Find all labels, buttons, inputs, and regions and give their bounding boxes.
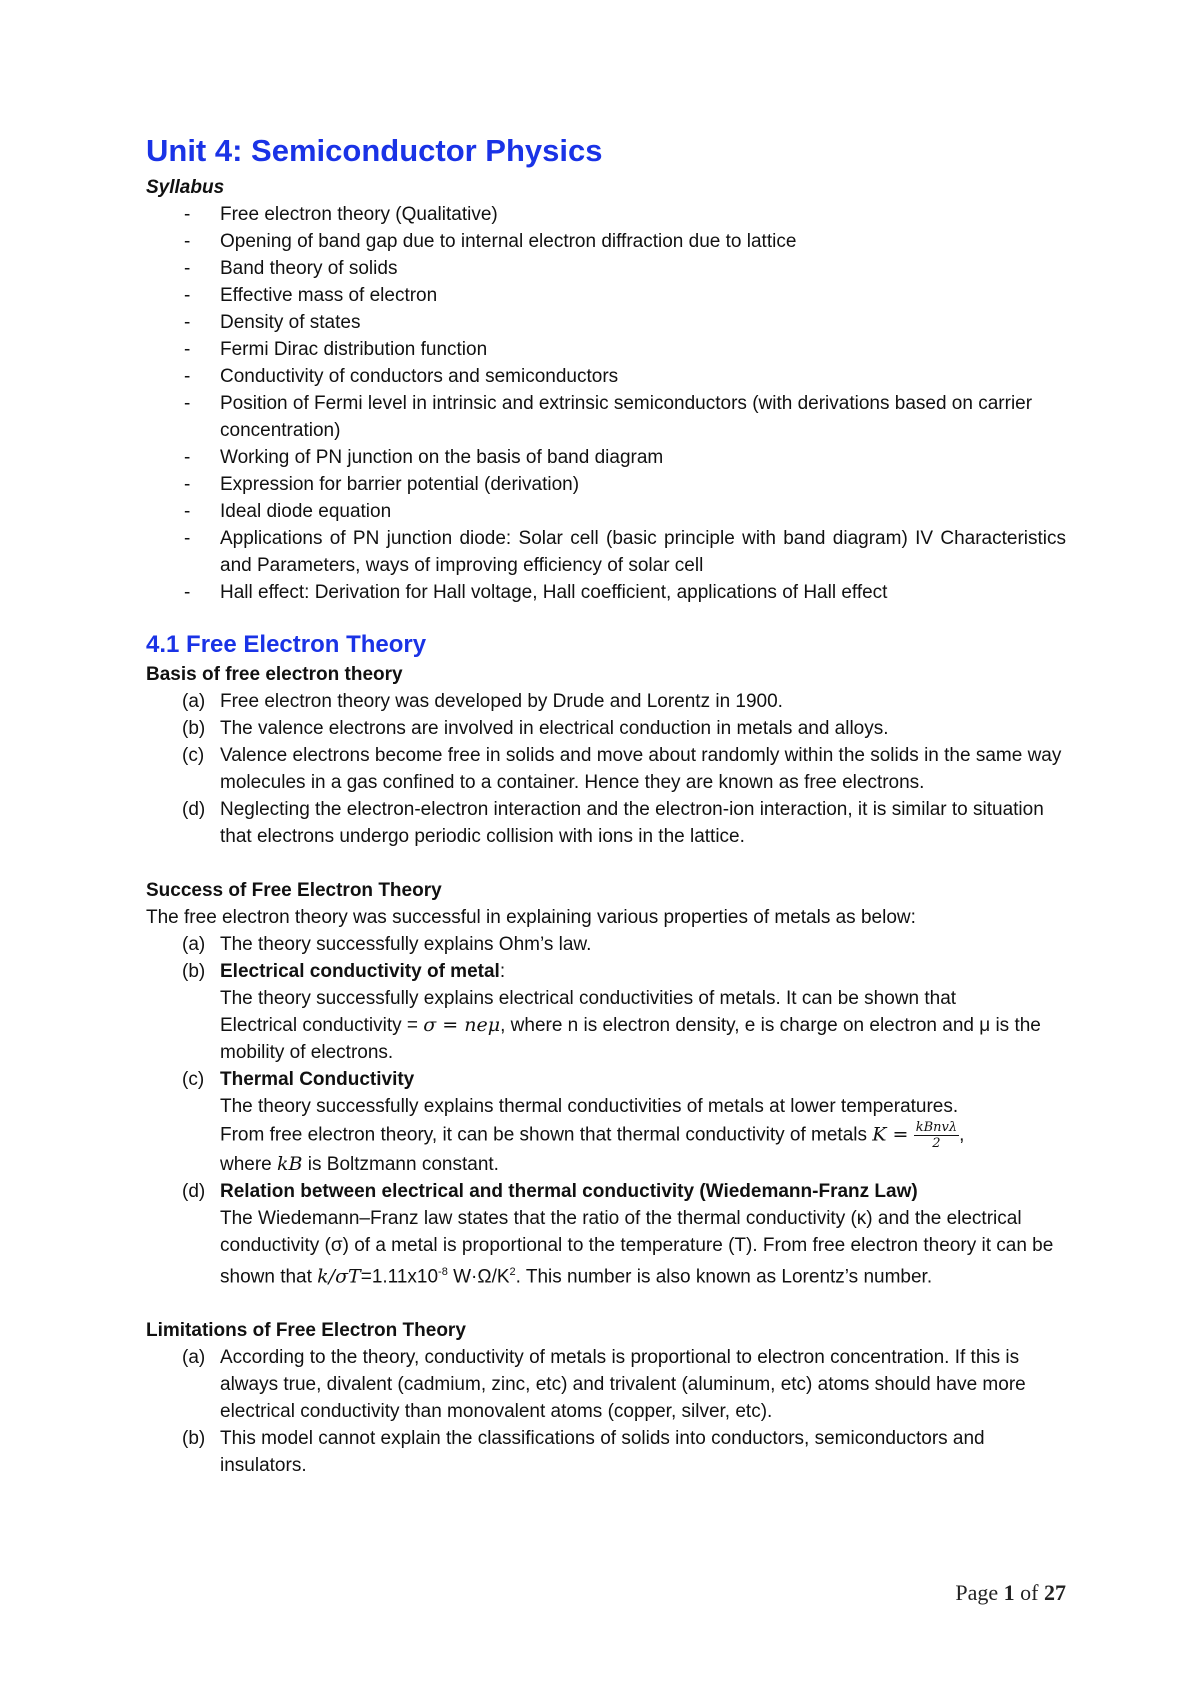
syllabus-item: - Hall effect: Derivation for Hall voltage, Hall coefficient, applications of Hall effect	[146, 579, 1066, 606]
item-title: Electrical conductivity of metal	[220, 961, 500, 982]
limitation-item	[146, 1425, 1066, 1479]
limitation-item-text: According to the theory, conductivity of metals is proportional to electron concentration. If this is always true, divalent (cadmium, zinc, etc) and trivalent (aluminum, etc) atoms should have more electrical conductivity than monovalent atoms (copper, silver, etc).	[220, 1347, 1026, 1423]
item-text: The Wiedemann–Franz law states that the ratio of the thermal conductivity (κ) and the electrical conductivity (σ) of a metal is proportional to the temperature (T). From free electron theory it can be shown that	[220, 1208, 1054, 1288]
item-marker: (c)	[182, 745, 205, 766]
syllabus-label: Syllabus	[146, 177, 225, 198]
page-footer	[955, 1580, 1066, 1606]
fraction-numerator: kBnvλ	[915, 1120, 958, 1135]
item-text: The theory successfully explains electrical conductivities of metals. It can be shown that	[220, 988, 957, 1009]
item-marker: (b)	[182, 718, 206, 739]
footer-page-word: Page	[955, 1580, 999, 1605]
syllabus-item: - Expression for barrier potential (derivation)	[146, 471, 1066, 498]
item-marker: (a)	[182, 934, 206, 955]
syllabus-list	[146, 201, 1066, 606]
limitation-item	[146, 1344, 1066, 1425]
item-title: Relation between electrical and thermal conductivity (Wiedemann-Franz Law)	[220, 1181, 918, 1202]
spacer	[146, 1290, 1066, 1317]
item-text: where	[220, 1154, 278, 1175]
page-content	[146, 130, 1066, 1479]
item-text: From free electron theory, it can be shown that thermal conductivity of metals	[220, 1124, 873, 1146]
item-text: is Boltzmann constant.	[302, 1154, 499, 1175]
success-item-thermal	[146, 1066, 1066, 1178]
unit-title: Unit 4: Semiconductor Physics	[146, 133, 603, 168]
item-text: , where n is electron density, e is charge on electron and μ is the mobility of electrons.	[220, 1015, 1041, 1063]
success-heading: Success of Free Electron Theory	[146, 880, 442, 901]
footer-total-pages: 27	[1044, 1580, 1066, 1605]
syllabus-item: - Fermi Dirac distribution function	[146, 336, 1066, 363]
syllabus-item: - Position of Fermi level in intrinsic and extrinsic semiconductors (with derivations based on carrier concentration)	[146, 390, 1066, 444]
syllabus-item: - Density of states	[146, 309, 1066, 336]
item-text: . This number is also known as Lorentz’s number.	[515, 1266, 933, 1288]
success-item-ohm	[146, 931, 1066, 958]
syllabus-item: - Applications of PN junction diode: Solar cell (basic principle with band diagram) IV Characteristics and Parameters, ways of improving efficiency of solar cell	[146, 525, 1066, 579]
footer-page-number: 1	[1003, 1580, 1015, 1605]
basis-list	[146, 688, 1066, 850]
boltzmann-symbol: kB	[277, 1153, 303, 1175]
success-list	[146, 931, 1066, 1290]
fraction-denominator: 2	[932, 1136, 941, 1151]
success-item-wiedemann-franz	[146, 1178, 1066, 1290]
basis-item-text: The valence electrons are involved in electrical conduction in metals and alloys.	[220, 718, 889, 739]
limitations-list	[146, 1344, 1066, 1479]
basis-item-text: Neglecting the electron-electron interaction and the electron-ion interaction, it is similar to situation that electrons undergo periodic collision with ions in the lattice.	[220, 799, 1044, 847]
item-marker: (d)	[182, 799, 206, 820]
thermal-formula-lhs: K =	[872, 1123, 909, 1146]
item-marker: (d)	[182, 1181, 206, 1202]
success-item-electrical	[146, 958, 1066, 1066]
wf-formula: k/σT	[317, 1265, 361, 1288]
basis-item-text: Free electron theory was developed by Drude and Lorentz in 1900.	[220, 691, 783, 712]
syllabus-item: - Free electron theory (Qualitative)	[146, 201, 1066, 228]
syllabus-item: - Effective mass of electron	[146, 282, 1066, 309]
footer-of-word: of	[1020, 1580, 1039, 1605]
wf-exponent: -8	[438, 1266, 448, 1278]
basis-item	[146, 796, 1066, 850]
basis-item	[146, 742, 1066, 796]
basis-heading: Basis of free electron theory	[146, 664, 403, 685]
title-colon: :	[499, 961, 506, 982]
syllabus-item: - Working of PN junction on the basis of band diagram	[146, 444, 1066, 471]
conductivity-formula: σ = neμ	[423, 1014, 501, 1036]
limitations-heading: Limitations of Free Electron Theory	[146, 1320, 466, 1342]
item-marker: (b)	[182, 961, 206, 982]
basis-item	[146, 715, 1066, 742]
syllabus-item: - Band theory of solids	[146, 255, 1066, 282]
wf-unit-exponent: 2	[509, 1266, 516, 1278]
syllabus-item: - Ideal diode equation	[146, 498, 1066, 525]
item-marker: (a)	[182, 691, 206, 712]
wf-unit: W·Ω/K	[447, 1266, 510, 1288]
item-text: ,	[959, 1124, 965, 1146]
spacer	[146, 850, 1066, 877]
item-title: Thermal Conductivity	[220, 1069, 415, 1090]
item-marker: (a)	[182, 1347, 206, 1369]
basis-item	[146, 688, 1066, 715]
success-item-text: The theory successfully explains Ohm’s law.	[220, 934, 592, 955]
item-text: The theory successfully explains thermal conductivities of metals at lower temperatures.	[220, 1096, 959, 1117]
syllabus-item: - Opening of band gap due to internal electron diffraction due to lattice	[146, 228, 1066, 255]
wf-value: =1.11x10	[360, 1266, 439, 1288]
item-text: Electrical conductivity =	[220, 1015, 424, 1036]
thermal-formula-fraction	[914, 1120, 959, 1151]
basis-item-text: Valence electrons become free in solids and move about randomly within the solids in the same way molecules in a gas confined to a container. Hence they are known as free electrons.	[220, 745, 1062, 793]
item-marker: (b)	[182, 1428, 206, 1450]
section-title: 4.1 Free Electron Theory	[146, 631, 427, 658]
syllabus-item: - Conductivity of conductors and semiconductors	[146, 363, 1066, 390]
success-intro: The free electron theory was successful in explaining various properties of metals as below:	[146, 907, 916, 928]
limitation-item-text: This model cannot explain the classifications of solids into conductors, semiconductors and insulators.	[220, 1428, 985, 1477]
item-marker: (c)	[182, 1069, 205, 1090]
